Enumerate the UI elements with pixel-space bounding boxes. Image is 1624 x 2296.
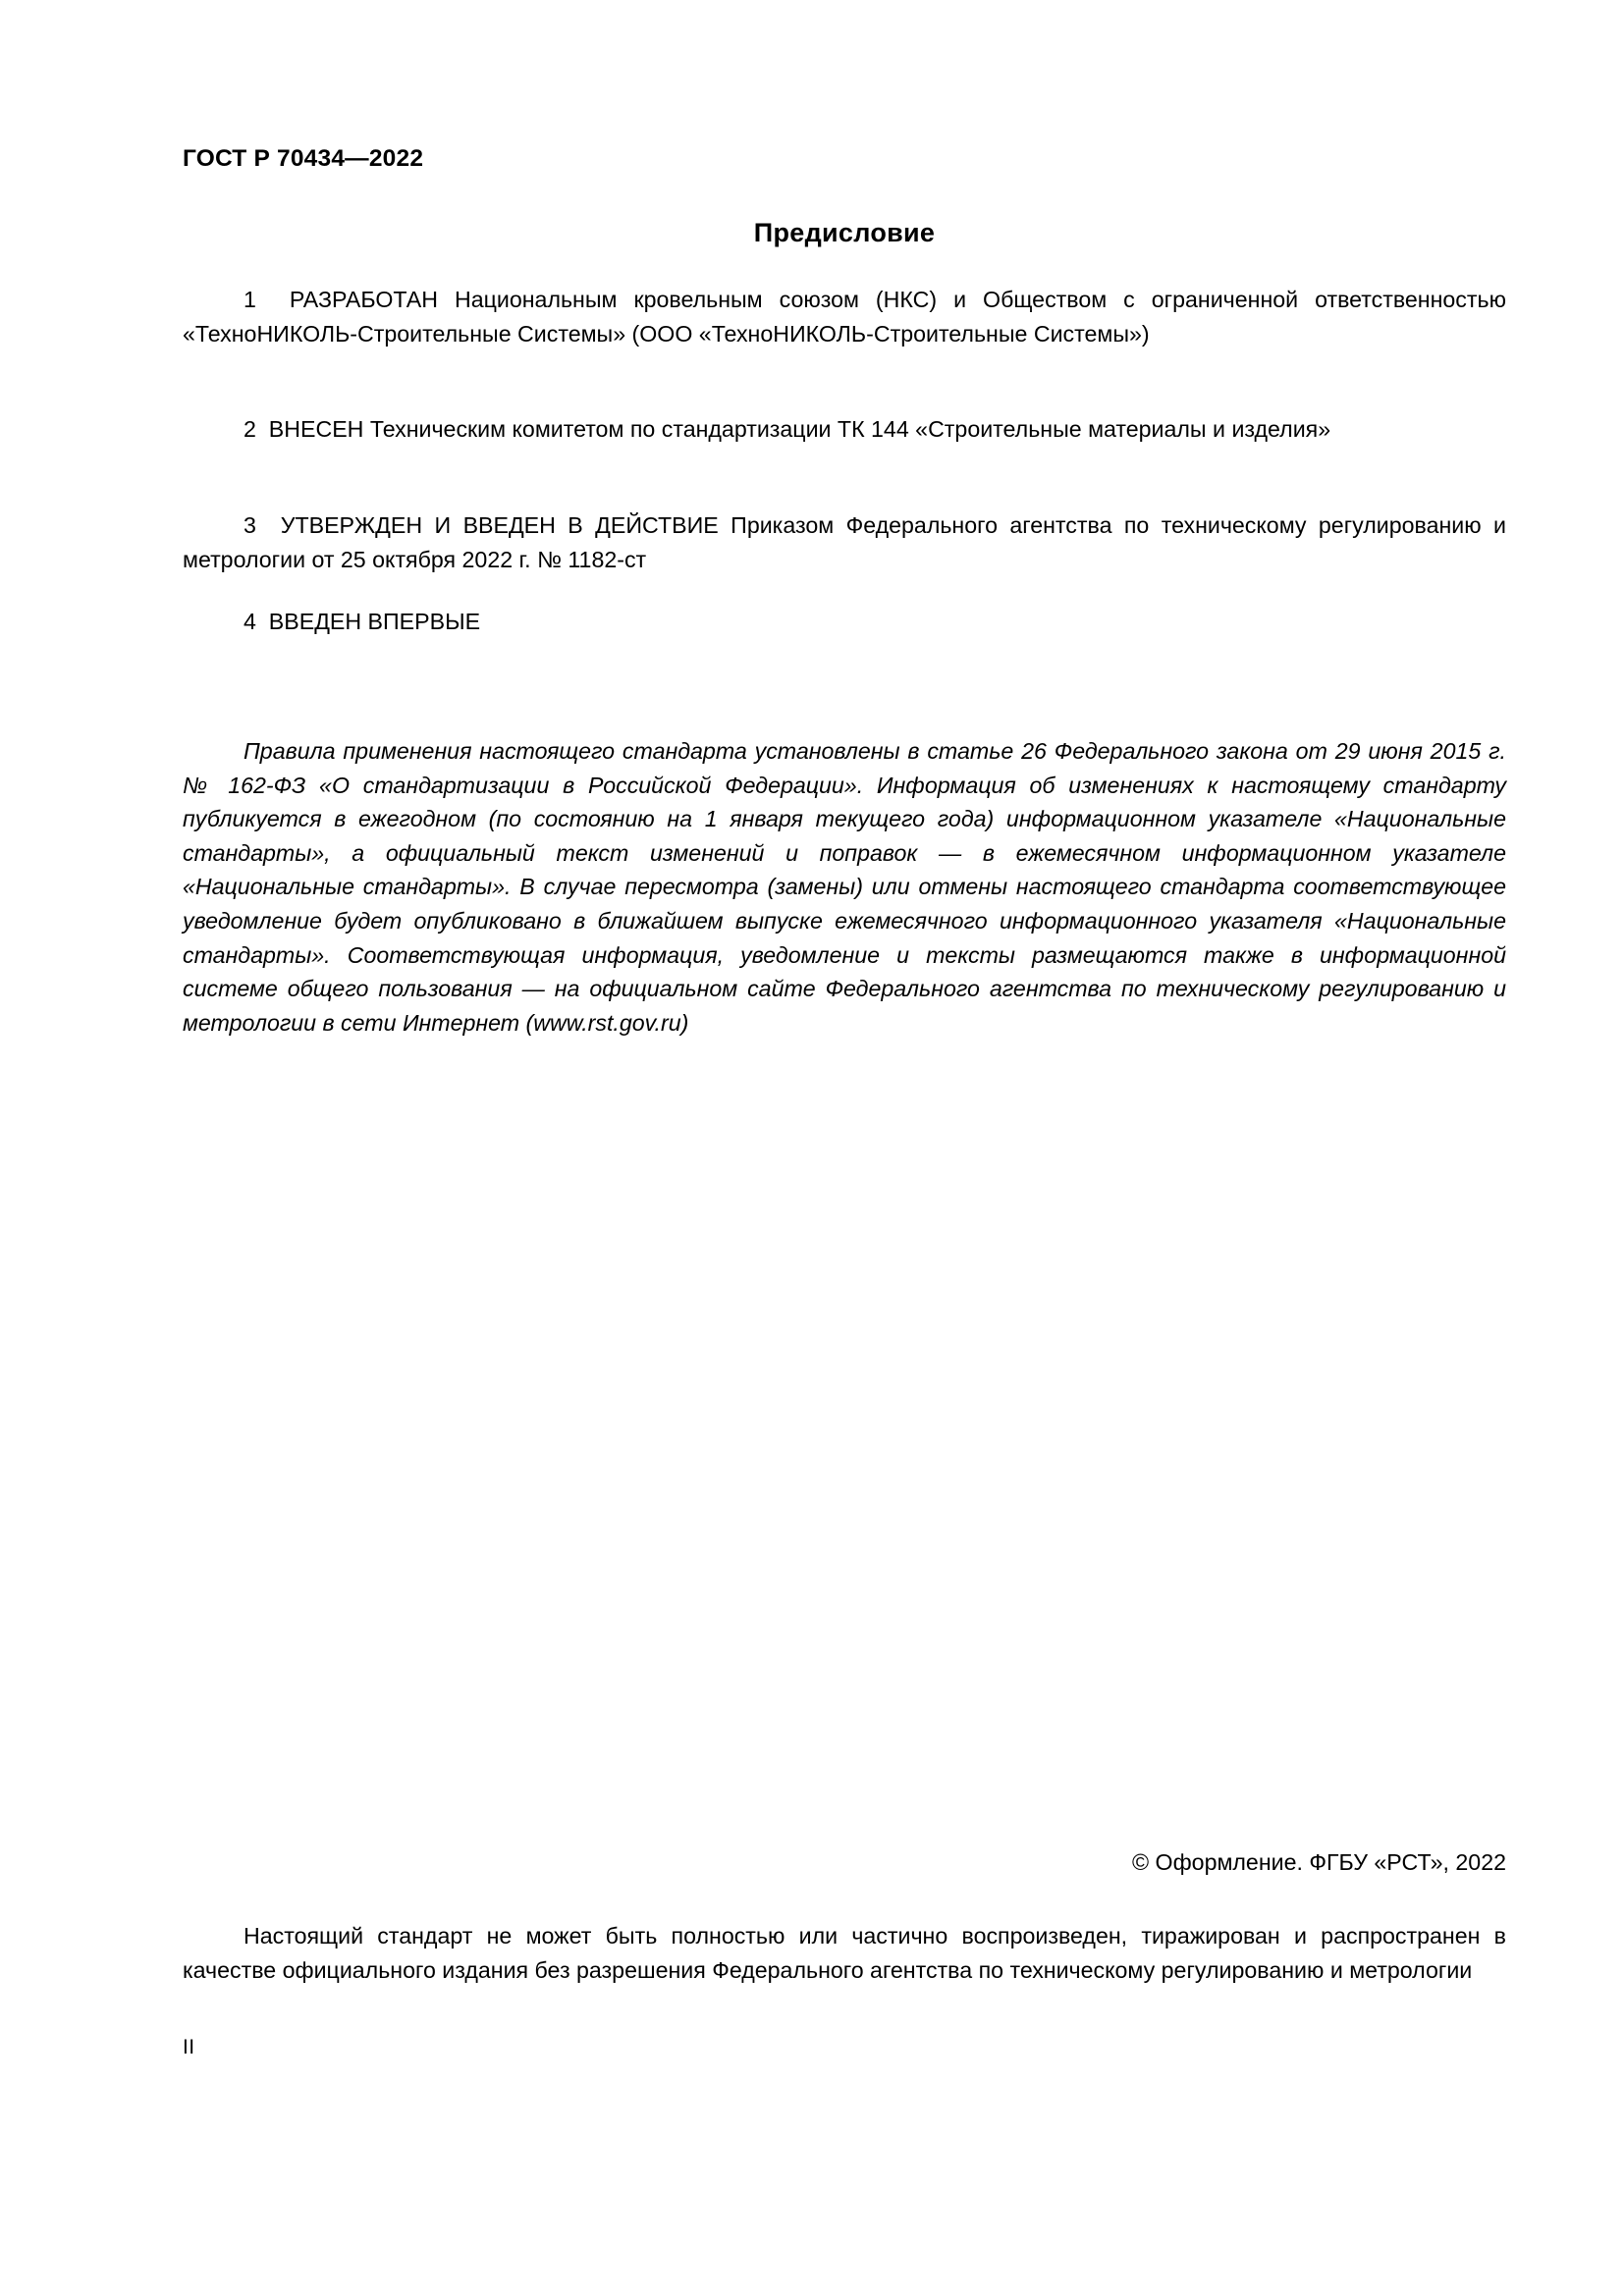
foreword-item-3-number: 3 bbox=[244, 512, 256, 538]
application-rules-paragraph bbox=[183, 734, 1506, 1040]
foreword-item-4-number: 4 bbox=[244, 609, 256, 634]
reproduction-notice-text: Настоящий стандарт не может быть полностью или частично воспроизведен, тиражирован и распространен в качестве официального издания без разрешения Федерального агентства по техническому регулированию и метрологии bbox=[183, 1923, 1506, 1983]
application-rules-text: Правила применения настоящего стандарта установлены в статье 26 Федерального закона от 29 июня 2015 г. № 162-ФЗ «О стандартизации в Российской Федерации». Информация об изменениях к настоящему стандарту публикуется в ежегодном (по состоянию на 1 января текущего года) информационном указателе «Национальные стандарты», а официальный текст изменений и поправок — в ежемесячном информационном указателе «Национальные стандарты». В случае пересмотра (замены) или отмены настоящего стандарта соответствующее уведомление будет опубликовано в ближайшем выпуске ежемесячного информационного указателя «Национальные стандарты». Соответствующая информация, уведомление и тексты размещаются также в информационной системе общего пользования — на официальном сайте Федерального агентства по техническому регулированию и метрологии в сети Интернет (www.rst.gov.ru) bbox=[183, 738, 1506, 1036]
foreword-item-3-text: УТВЕРЖДЕН И ВВЕДЕН В ДЕЙСТВИЕ Приказом Федерального агентства по техническому регулированию и метрологии от 25 октября 2022 г. № 1182-ст bbox=[183, 512, 1506, 572]
foreword-item-2 bbox=[183, 412, 1506, 447]
section-title-foreword: Предисловие bbox=[753, 218, 936, 247]
foreword-item-4-text: ВВЕДЕН ВПЕРВЫЕ bbox=[268, 609, 481, 634]
foreword-item-2-number: 2 bbox=[244, 416, 256, 442]
foreword-item-3 bbox=[183, 508, 1506, 576]
foreword-item-2-text: ВНЕСЕН Техническим комитетом по стандартизации ТК 144 «Строительные материалы и изделия» bbox=[268, 416, 1331, 442]
standard-identifier: ГОСТ Р 70434—2022 bbox=[183, 145, 424, 172]
reproduction-notice bbox=[183, 1919, 1506, 1987]
foreword-item-4 bbox=[183, 605, 1506, 639]
foreword-item-1 bbox=[183, 283, 1506, 350]
copyright-line: © Оформление. ФГБУ «РСТ», 2022 bbox=[1132, 1849, 1506, 1875]
foreword-item-1-text: РАЗРАБОТАН Национальным кровельным союзом (НКС) и Обществом с ограниченной ответственностью «ТехноНИКОЛЬ-Строительные Системы» (ООО «ТехноНИКОЛЬ-Строительные Системы») bbox=[183, 287, 1506, 347]
foreword-item-1-number: 1 bbox=[244, 287, 256, 312]
page-number: II bbox=[183, 2036, 195, 2058]
